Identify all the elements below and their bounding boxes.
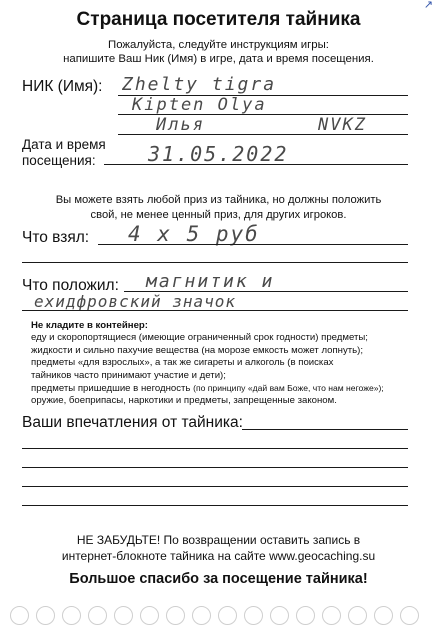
impressions-line-3 — [22, 467, 408, 468]
impressions-label: Ваши впечатления от тайника: — [22, 414, 243, 431]
binder-hole — [244, 606, 263, 625]
rules-line-5b: (по принципу «дай вам Боже, что нам негоже»); — [193, 383, 384, 394]
put-label: Что положил: — [22, 277, 119, 294]
binder-hole — [114, 606, 133, 625]
date-line — [104, 164, 408, 165]
rules-line-6: оружие, боеприпасы, наркотики и предметы, запрещенные законом. — [31, 395, 337, 407]
binder-hole — [10, 606, 29, 625]
binder-hole — [166, 606, 185, 625]
rules-line-3: предметы «для взрослых», а так же сигареты и алкоголь (в поисках — [31, 357, 334, 369]
binder-hole — [400, 606, 419, 625]
binder-hole — [218, 606, 237, 625]
date-value: 31.05.2022 — [148, 142, 289, 166]
prize-note-line-2: свой, не менее ценный приз, для других игроков. — [90, 209, 347, 221]
rules-line-5a: предметы пришедшие в негодность — [31, 383, 194, 395]
binder-hole — [374, 606, 393, 625]
binder-hole — [62, 606, 81, 625]
binder-hole — [36, 606, 55, 625]
took-line-2 — [22, 262, 408, 263]
nick-label: НИК (Имя): — [22, 78, 103, 95]
rules-heading: Не кладите в контейнер: — [31, 320, 148, 331]
impressions-line-1 — [242, 429, 408, 430]
rules-line-1: еду и скоропортящиеся (имеющие ограниченный срок годности) предметы; — [31, 332, 368, 344]
impressions-line-4 — [22, 486, 408, 487]
put-value-line-1: магнитик и — [146, 271, 275, 292]
page-title: Страница посетителя тайника — [76, 9, 361, 30]
reminder-line-2: интернет-блокноте тайника на сайте www.geocaching.su — [61, 549, 376, 563]
took-line-1 — [98, 244, 408, 245]
binder-hole — [270, 606, 289, 625]
put-value-line-2: ехидфровский значок — [34, 292, 237, 311]
instructions-line-2: напишите Ваш Ник (Имя) в игре, дата и время посещения. — [63, 53, 374, 65]
reminder-line-1: НЕ ЗАБУДЬТЕ! По возвращении оставить запись в — [76, 533, 361, 547]
binder-holes — [0, 598, 437, 620]
took-value: 4 x 5 руб — [128, 222, 260, 246]
binder-hole — [140, 606, 159, 625]
corner-mark: ↗ — [423, 0, 433, 11]
rules-block — [31, 320, 426, 408]
binder-hole — [348, 606, 367, 625]
binder-hole — [322, 606, 341, 625]
nick-value-4: NVKZ — [318, 115, 367, 135]
impressions-line-5 — [22, 505, 408, 506]
binder-hole — [296, 606, 315, 625]
put-line-2 — [22, 310, 408, 311]
nick-value-1: Zhelty tigra — [122, 74, 277, 95]
binder-hole — [88, 606, 107, 625]
instructions-line-1: Пожалуйста, следуйте инструкциям игры: — [108, 39, 329, 51]
rules-line-2: жидкости и сильно пахучие вещества (на морозе емкость может лопнуть); — [31, 344, 364, 356]
nick-value-3: Илья — [156, 115, 205, 135]
prize-note-line-1: Вы можете взять любой приз из тайника, но должны положить — [55, 194, 382, 206]
date-label-line-1: Дата и время — [22, 137, 106, 152]
impressions-line-2 — [22, 448, 408, 449]
nick-value-2: Kipten Olya — [132, 95, 267, 115]
binder-hole — [192, 606, 211, 625]
nick-line-3 — [118, 134, 408, 135]
took-label: Что взял: — [22, 229, 90, 246]
thanks-text: Большое спасибо за посещение тайника! — [69, 571, 368, 587]
rules-line-5 — [31, 382, 426, 395]
rules-line-4: тайников часто принимают участие и дети); — [31, 369, 226, 381]
date-label-line-2: посещения: — [22, 153, 96, 168]
